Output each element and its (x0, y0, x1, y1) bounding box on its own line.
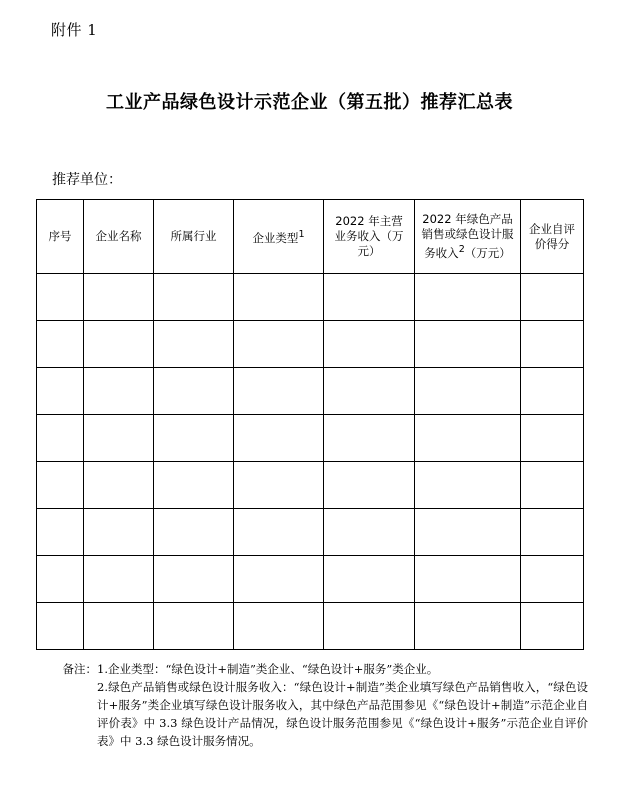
table-row (37, 321, 584, 368)
table-cell (84, 415, 154, 462)
table-cell (37, 321, 84, 368)
table-cell (37, 368, 84, 415)
table-cell (84, 368, 154, 415)
header-unit: （万元） (464, 245, 511, 260)
table-cell (324, 321, 415, 368)
attachment-label: 附件 1 (51, 21, 98, 39)
table-cell (324, 415, 415, 462)
recommending-unit-label: 推荐单位： (52, 172, 122, 188)
table-cell (37, 603, 84, 650)
table-header-row (37, 200, 584, 274)
table-cell (234, 321, 324, 368)
table-row (37, 462, 584, 509)
table-cell (234, 603, 324, 650)
table-cell (37, 556, 84, 603)
table-cell (234, 274, 324, 321)
table-cell (154, 509, 234, 556)
table-row (37, 509, 584, 556)
table-cell (324, 603, 415, 650)
header-main-revenue (324, 200, 415, 274)
table-cell (154, 274, 234, 321)
table-cell (154, 368, 234, 415)
header-industry (154, 200, 234, 274)
table-row (37, 368, 584, 415)
table-row (37, 603, 584, 650)
header-self-score (521, 200, 584, 274)
table-cell (37, 462, 84, 509)
table-cell (84, 321, 154, 368)
header-green-revenue (415, 200, 521, 274)
table-cell (84, 603, 154, 650)
table-cell (521, 462, 584, 509)
table-cell (84, 274, 154, 321)
table-row (37, 556, 584, 603)
header-text: 序号 (48, 229, 72, 243)
notes-section (38, 660, 588, 750)
table-cell (521, 274, 584, 321)
table-cell (37, 274, 84, 321)
table-cell (521, 603, 584, 650)
table-cell (154, 462, 234, 509)
table-cell (415, 274, 521, 321)
table-cell (415, 321, 521, 368)
table-cell (324, 274, 415, 321)
table-cell (37, 415, 84, 462)
note-item (38, 678, 588, 750)
header-text: 所属行业 (170, 229, 217, 243)
footnote-marker: 2 (458, 244, 465, 256)
header-text: 企业自评价得分 (529, 221, 575, 251)
note-text: 1.企业类型：“绿色设计+制造”类企业、“绿色设计+服务”类企业。 (97, 662, 439, 676)
table-cell (324, 509, 415, 556)
table-cell (415, 603, 521, 650)
table-cell (154, 603, 234, 650)
header-company-type (234, 200, 324, 274)
header-text: 2022 年绿色产品销售或绿色设计服务收入 (421, 212, 514, 260)
header-serial-number (37, 200, 84, 274)
page-title: 工业产品绿色设计示范企业（第五批）推荐汇总表 (106, 92, 513, 113)
header-text: 2022 年主营业务收入（万元） (334, 214, 404, 258)
table-cell (154, 321, 234, 368)
table-cell (234, 556, 324, 603)
table-cell (415, 509, 521, 556)
table-cell (154, 415, 234, 462)
footnote-marker: 1 (298, 229, 305, 241)
table-cell (521, 321, 584, 368)
table-cell (415, 368, 521, 415)
table-cell (415, 415, 521, 462)
header-company-name (84, 200, 154, 274)
table-cell (521, 368, 584, 415)
table-cell (37, 509, 84, 556)
table-cell (324, 368, 415, 415)
notes-prefix: 备注： (62, 662, 97, 676)
table-cell (234, 415, 324, 462)
table-cell (234, 462, 324, 509)
table-cell (521, 509, 584, 556)
table-cell (521, 556, 584, 603)
table-cell (84, 509, 154, 556)
table-cell (324, 556, 415, 603)
table-cell (415, 462, 521, 509)
table-cell (84, 462, 154, 509)
table-cell (154, 556, 234, 603)
header-text: 企业名称 (95, 229, 142, 243)
note-item (38, 660, 588, 678)
table-cell (234, 368, 324, 415)
header-text: 企业类型 (252, 230, 299, 245)
note-indent (38, 678, 97, 750)
table-cell (234, 509, 324, 556)
summary-table (36, 199, 584, 650)
note-text: 2.绿色产品销售或绿色设计服务收入：“绿色设计+制造”类企业填写绿色产品销售收入，“绿色设计+服务”类企业填写绿色设计服务收入，其中绿色产品范围参见《“绿色设计+制造”示范企业自评价表》中 3.3 绿色设计产品情况，绿色设计服务范围参见《“绿色设计+服务”示范企业自评价表》中 3.3 绿色设计服务情况。 (97, 680, 588, 748)
table-row (37, 274, 584, 321)
table-row (37, 415, 584, 462)
table-cell (415, 556, 521, 603)
table-cell (324, 462, 415, 509)
table-cell (84, 556, 154, 603)
table-cell (521, 415, 584, 462)
